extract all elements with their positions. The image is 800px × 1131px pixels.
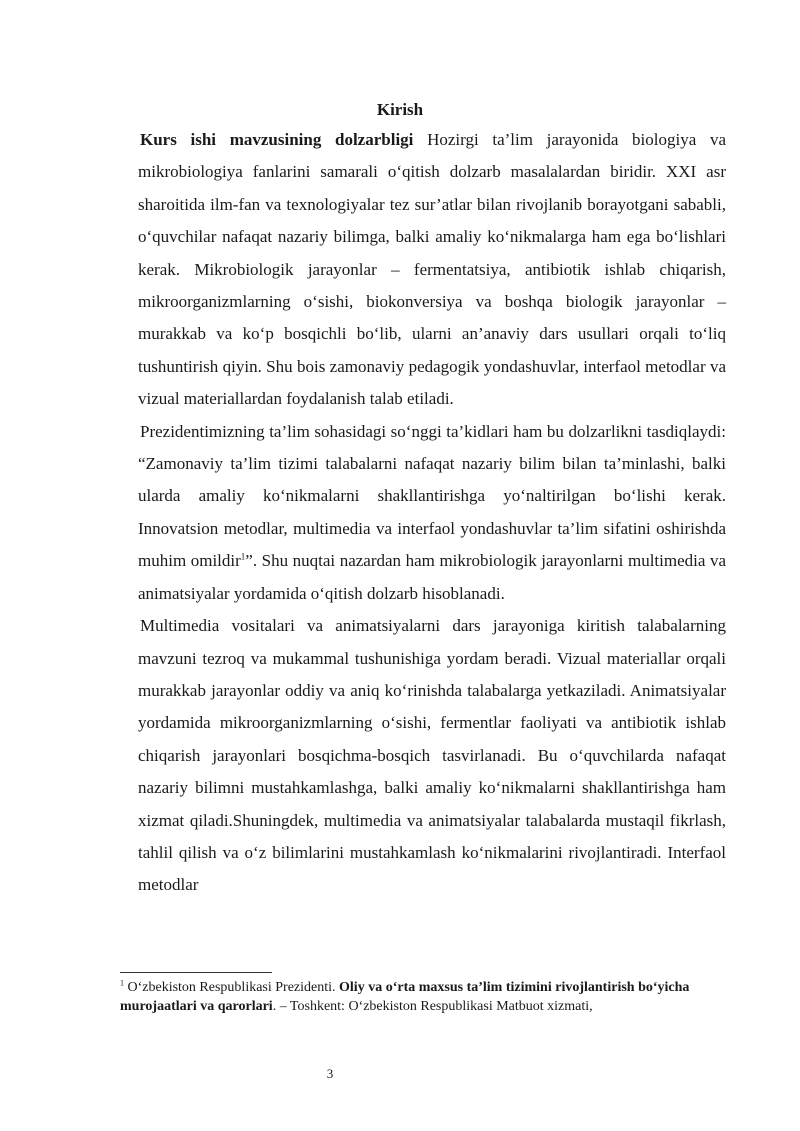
footnote-source: O‘zbekiston Respublikasi Prezidenti. xyxy=(124,980,340,995)
footnote-title: Oliy va o‘rta maxsus ta’lim tizimini rivojlantirish bo‘yicha murojaatlari va qarorlari xyxy=(120,980,690,1014)
paragraph-3 xyxy=(138,610,726,902)
section-title: Kirish xyxy=(376,100,424,119)
footnote-separator xyxy=(120,972,272,973)
paragraph-1-lead: Kurs ishi mavzusining dolzarbligi xyxy=(140,130,414,149)
footnote-rest: . – Toshkent: O‘zbekiston Respublikasi Matbuot xizmati, xyxy=(272,999,593,1014)
footnote xyxy=(120,978,718,1016)
page-number: 3 xyxy=(326,1066,334,1081)
paragraph-2-text-before: Prezidentimizning ta’lim sohasidagi so‘nggi ta’kidlari ham bu dolzarlikni tasdiqlaydi: “Zamonaviy ta’lim tizimi talabalarni nafaqat nazariy bilim bilan ta’minlashi, balki ularda amaliy ko‘nikmalarni shakllantirishga yo‘naltirilgan bo‘lishi kerak. Innovatsion metodlar, multimedia va interfaol yondashuvlar ta’lim sifatini oshirishda muhim omildir xyxy=(138,421,726,571)
body-text xyxy=(138,124,726,902)
paragraph-2 xyxy=(138,416,726,610)
paragraph-1 xyxy=(138,124,726,416)
footnote-reference[interactable]: 1 xyxy=(240,551,246,562)
footnote-mark: 1 xyxy=(120,978,124,988)
paragraph-1-text: Hozirgi ta’lim jarayonida biologiya va mikrobiologiya fanlarini samarali o‘qitish dolzarb masalalardan biridir. XXI asr sharoitida ilm-fan va texnologiyalar tez sur’atlar bilan rivojlanib borayotgani sababli, o‘quvchilar nafaqat nazariy bilimga, balki amaliy ko‘nikmalarga ham ega bo‘lishlari kerak. Mikrobiologik jarayonlar – fermentatsiya, antibiotik ishlab chiqarish, mikroorganizmlarning o‘sishi, biokonversiya va boshqa biologik jarayonlar – murakkab va ko‘p bosqichli bo‘lib, ularni an’anaviy dars usullari orqali to‘liq tushuntirish qiyin. Shu bois zamonaviy pedagogik yondashuvlar, interfaol metodlar va vizual materiallardan foydalanish talab etiladi. xyxy=(138,130,726,409)
paragraph-3-text: Multimedia vositalari va animatsiyalarni dars jarayoniga kiritish talabalarning mavzuni tezroq va mukammal tushunishiga yordam beradi. Vizual materiallar orqali murakkab jarayonlar oddiy va aniq ko‘rinishda talabalarga yetkaziladi. Animatsiyalar yordamida mikroorganizmlarning o‘sishi, fermentlar faoliyati va antibiotik ishlab chiqarish jarayonlari bosqichma-bosqich tasvirlanadi. Bu o‘quvchilarda nafaqat nazariy bilimni mustahkamlashga, balki amaliy ko‘nikmalarni shakllantirishga ham xizmat qiladi.Shuningdek, multimedia va animatsiyalar talabalarda mustaqil fikrlash, tahlil qilish va o‘z bilimlarini mustahkamlash ko‘nikmalarini rivojlantiradi. Interfaol metodlar xyxy=(138,616,726,895)
paragraph-2-text-after: ”. Shu nuqtai nazardan ham mikrobiologik jarayonlarni multimedia va animatsiyalar yordamida o‘qitish dolzarb hisoblanadi. xyxy=(138,551,727,603)
